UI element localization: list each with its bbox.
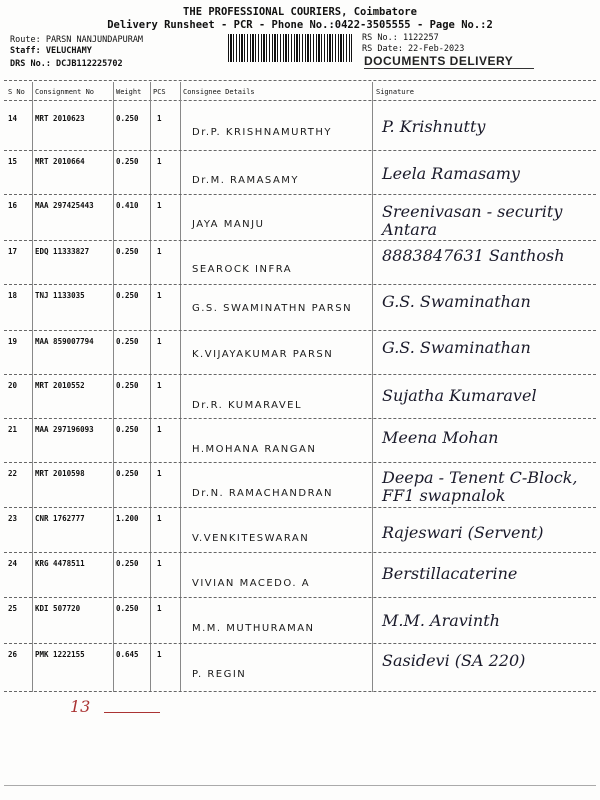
- row-consignee: H.MOHANA RANGAN: [192, 444, 317, 455]
- col-divider: [180, 82, 181, 692]
- row-signature: Deepa - Tenent C-Block, FF1 swapnalok: [382, 468, 578, 505]
- row-consignee: Dr.N. RAMACHANDRAN: [192, 488, 333, 499]
- row-consignee: Dr.M. RAMASAMY: [192, 175, 300, 186]
- row-divider: [4, 691, 596, 692]
- row-consignment-no: MAA 297425443: [35, 201, 94, 210]
- total-underline: [104, 712, 160, 713]
- row-signature: P. Krishnutty: [382, 117, 486, 136]
- row-consignment-no: MAA 859007794: [35, 337, 94, 346]
- row-consignee: JAYA MANJU: [192, 219, 265, 230]
- row-weight: 1.200: [116, 514, 139, 523]
- row-consignee: SEAROCK INFRA: [192, 264, 293, 275]
- header-divider: [4, 100, 596, 101]
- row-pcs: 1: [157, 337, 162, 346]
- row-divider: [4, 552, 596, 553]
- row-pcs: 1: [157, 381, 162, 390]
- row-pcs: 1: [157, 291, 162, 300]
- row-signature: Berstillacaterine: [382, 564, 518, 583]
- row-weight: 0.250: [116, 604, 139, 613]
- row-divider: [4, 374, 596, 375]
- staff-label: Staff: VELUCHAMY: [10, 46, 92, 56]
- row-signature: Sujatha Kumaravel: [382, 386, 537, 405]
- row-divider: [4, 643, 596, 644]
- col-divider: [113, 82, 114, 692]
- row-weight: 0.250: [116, 247, 139, 256]
- row-sno: 14: [8, 114, 18, 123]
- row-pcs: 1: [157, 114, 162, 123]
- row-signature: Sasidevi (SA 220): [382, 651, 526, 670]
- row-pcs: 1: [157, 559, 162, 568]
- row-sno: 25: [8, 604, 18, 613]
- row-divider: [4, 597, 596, 598]
- route-label: Route: PARSN NANJUNDAPURAM: [10, 35, 144, 45]
- row-weight: 0.250: [116, 114, 139, 123]
- rs-number: RS No.: 1122257: [362, 33, 439, 43]
- row-consignment-no: MRT 2010623: [35, 114, 85, 123]
- document-title: THE PROFESSIONAL COURIERS, Coimbatore: [183, 6, 417, 18]
- row-pcs: 1: [157, 604, 162, 613]
- row-divider: [4, 194, 596, 195]
- page-bottom-rule: [4, 785, 596, 786]
- row-divider: [4, 418, 596, 419]
- row-sno: 20: [8, 381, 18, 390]
- row-sno: 23: [8, 514, 18, 523]
- row-signature: G.S. Swaminathan: [382, 338, 531, 357]
- row-consignment-no: EDQ 11333827: [35, 247, 90, 256]
- row-pcs: 1: [157, 469, 162, 478]
- row-consignment-no: KRG 4478511: [35, 559, 85, 568]
- row-divider: [4, 240, 596, 241]
- row-divider: [4, 507, 596, 508]
- col-divider: [150, 82, 151, 692]
- row-weight: 0.250: [116, 291, 139, 300]
- row-consignee: VIVIAN MACEDO. A: [192, 578, 311, 589]
- col-header-pcs: PCS: [153, 88, 166, 96]
- row-weight: 0.645: [116, 650, 139, 659]
- row-sno: 18: [8, 291, 18, 300]
- row-sno: 21: [8, 425, 18, 434]
- row-consignee: G.S. SWAMINATHN PARSN: [192, 303, 353, 314]
- row-consignee: V.VENKITESWARAN: [192, 533, 310, 544]
- row-pcs: 1: [157, 425, 162, 434]
- document-subtitle: Delivery Runsheet - PCR - Phone No.:0422-3505555 - Page No.:2: [107, 19, 493, 31]
- row-signature: Leela Ramasamy: [382, 164, 520, 183]
- row-consignment-no: CNR 1762777: [35, 514, 85, 523]
- col-header-weight: Weight: [116, 88, 142, 96]
- row-sno: 26: [8, 650, 18, 659]
- col-header-consignment: Consignment No: [35, 88, 95, 96]
- row-weight: 0.250: [116, 425, 139, 434]
- row-consignment-no: PMK 1222155: [35, 650, 85, 659]
- row-signature: Sreenivasan - security Antara: [382, 202, 563, 239]
- row-consignee: K.VIJAYAKUMAR PARSN: [192, 349, 334, 360]
- row-pcs: 1: [157, 514, 162, 523]
- col-header-consignee: Consignee Details: [183, 88, 255, 96]
- documents-delivery-stamp: DOCUMENTS DELIVERY: [364, 54, 514, 68]
- row-signature: 8883847631 Santhosh: [382, 246, 565, 265]
- row-consignee: Dr.P. KRISHNAMURTHY: [192, 127, 332, 138]
- col-divider: [372, 82, 373, 692]
- row-weight: 0.250: [116, 337, 139, 346]
- table-top-border: [4, 80, 596, 81]
- row-divider: [4, 330, 596, 331]
- row-weight: 0.250: [116, 157, 139, 166]
- row-consignment-no: MRT 2010598: [35, 469, 85, 478]
- row-consignee: Dr.R. KUMARAVEL: [192, 400, 303, 411]
- row-consignment-no: MRT 2010664: [35, 157, 85, 166]
- row-pcs: 1: [157, 201, 162, 210]
- row-pcs: 1: [157, 650, 162, 659]
- row-consignment-no: MRT 2010552: [35, 381, 85, 390]
- col-divider: [32, 82, 33, 692]
- drs-number: DRS No.: DCJB112225702: [10, 59, 123, 69]
- row-weight: 0.410: [116, 201, 139, 210]
- row-signature: G.S. Swaminathan: [382, 292, 531, 311]
- row-weight: 0.250: [116, 559, 139, 568]
- row-pcs: 1: [157, 247, 162, 256]
- row-signature: Meena Mohan: [382, 428, 499, 447]
- stamp-underline: [364, 68, 534, 69]
- col-header-sno: S No: [8, 88, 25, 96]
- row-sno: 17: [8, 247, 18, 256]
- row-divider: [4, 462, 596, 463]
- total-count: 13: [70, 697, 91, 716]
- rs-date: RS Date: 22-Feb-2023: [362, 44, 465, 54]
- row-pcs: 1: [157, 157, 162, 166]
- row-sno: 24: [8, 559, 18, 568]
- row-consignee: M.M. MUTHURAMAN: [192, 623, 315, 634]
- row-consignment-no: MAA 297196093: [35, 425, 94, 434]
- row-consignment-no: TNJ 1133035: [35, 291, 85, 300]
- row-sno: 15: [8, 157, 18, 166]
- barcode: [228, 34, 352, 62]
- row-divider: [4, 284, 596, 285]
- row-consignment-no: KDI 507720: [35, 604, 81, 613]
- row-divider: [4, 150, 596, 151]
- row-consignee: P. REGIN: [192, 669, 247, 680]
- row-signature: Rajeswari (Servent): [382, 523, 544, 542]
- row-weight: 0.250: [116, 469, 139, 478]
- row-weight: 0.250: [116, 381, 139, 390]
- row-sno: 19: [8, 337, 18, 346]
- col-header-signature: Signature: [376, 88, 414, 96]
- row-sno: 22: [8, 469, 18, 478]
- row-sno: 16: [8, 201, 18, 210]
- row-signature: M.M. Aravinth: [382, 611, 500, 630]
